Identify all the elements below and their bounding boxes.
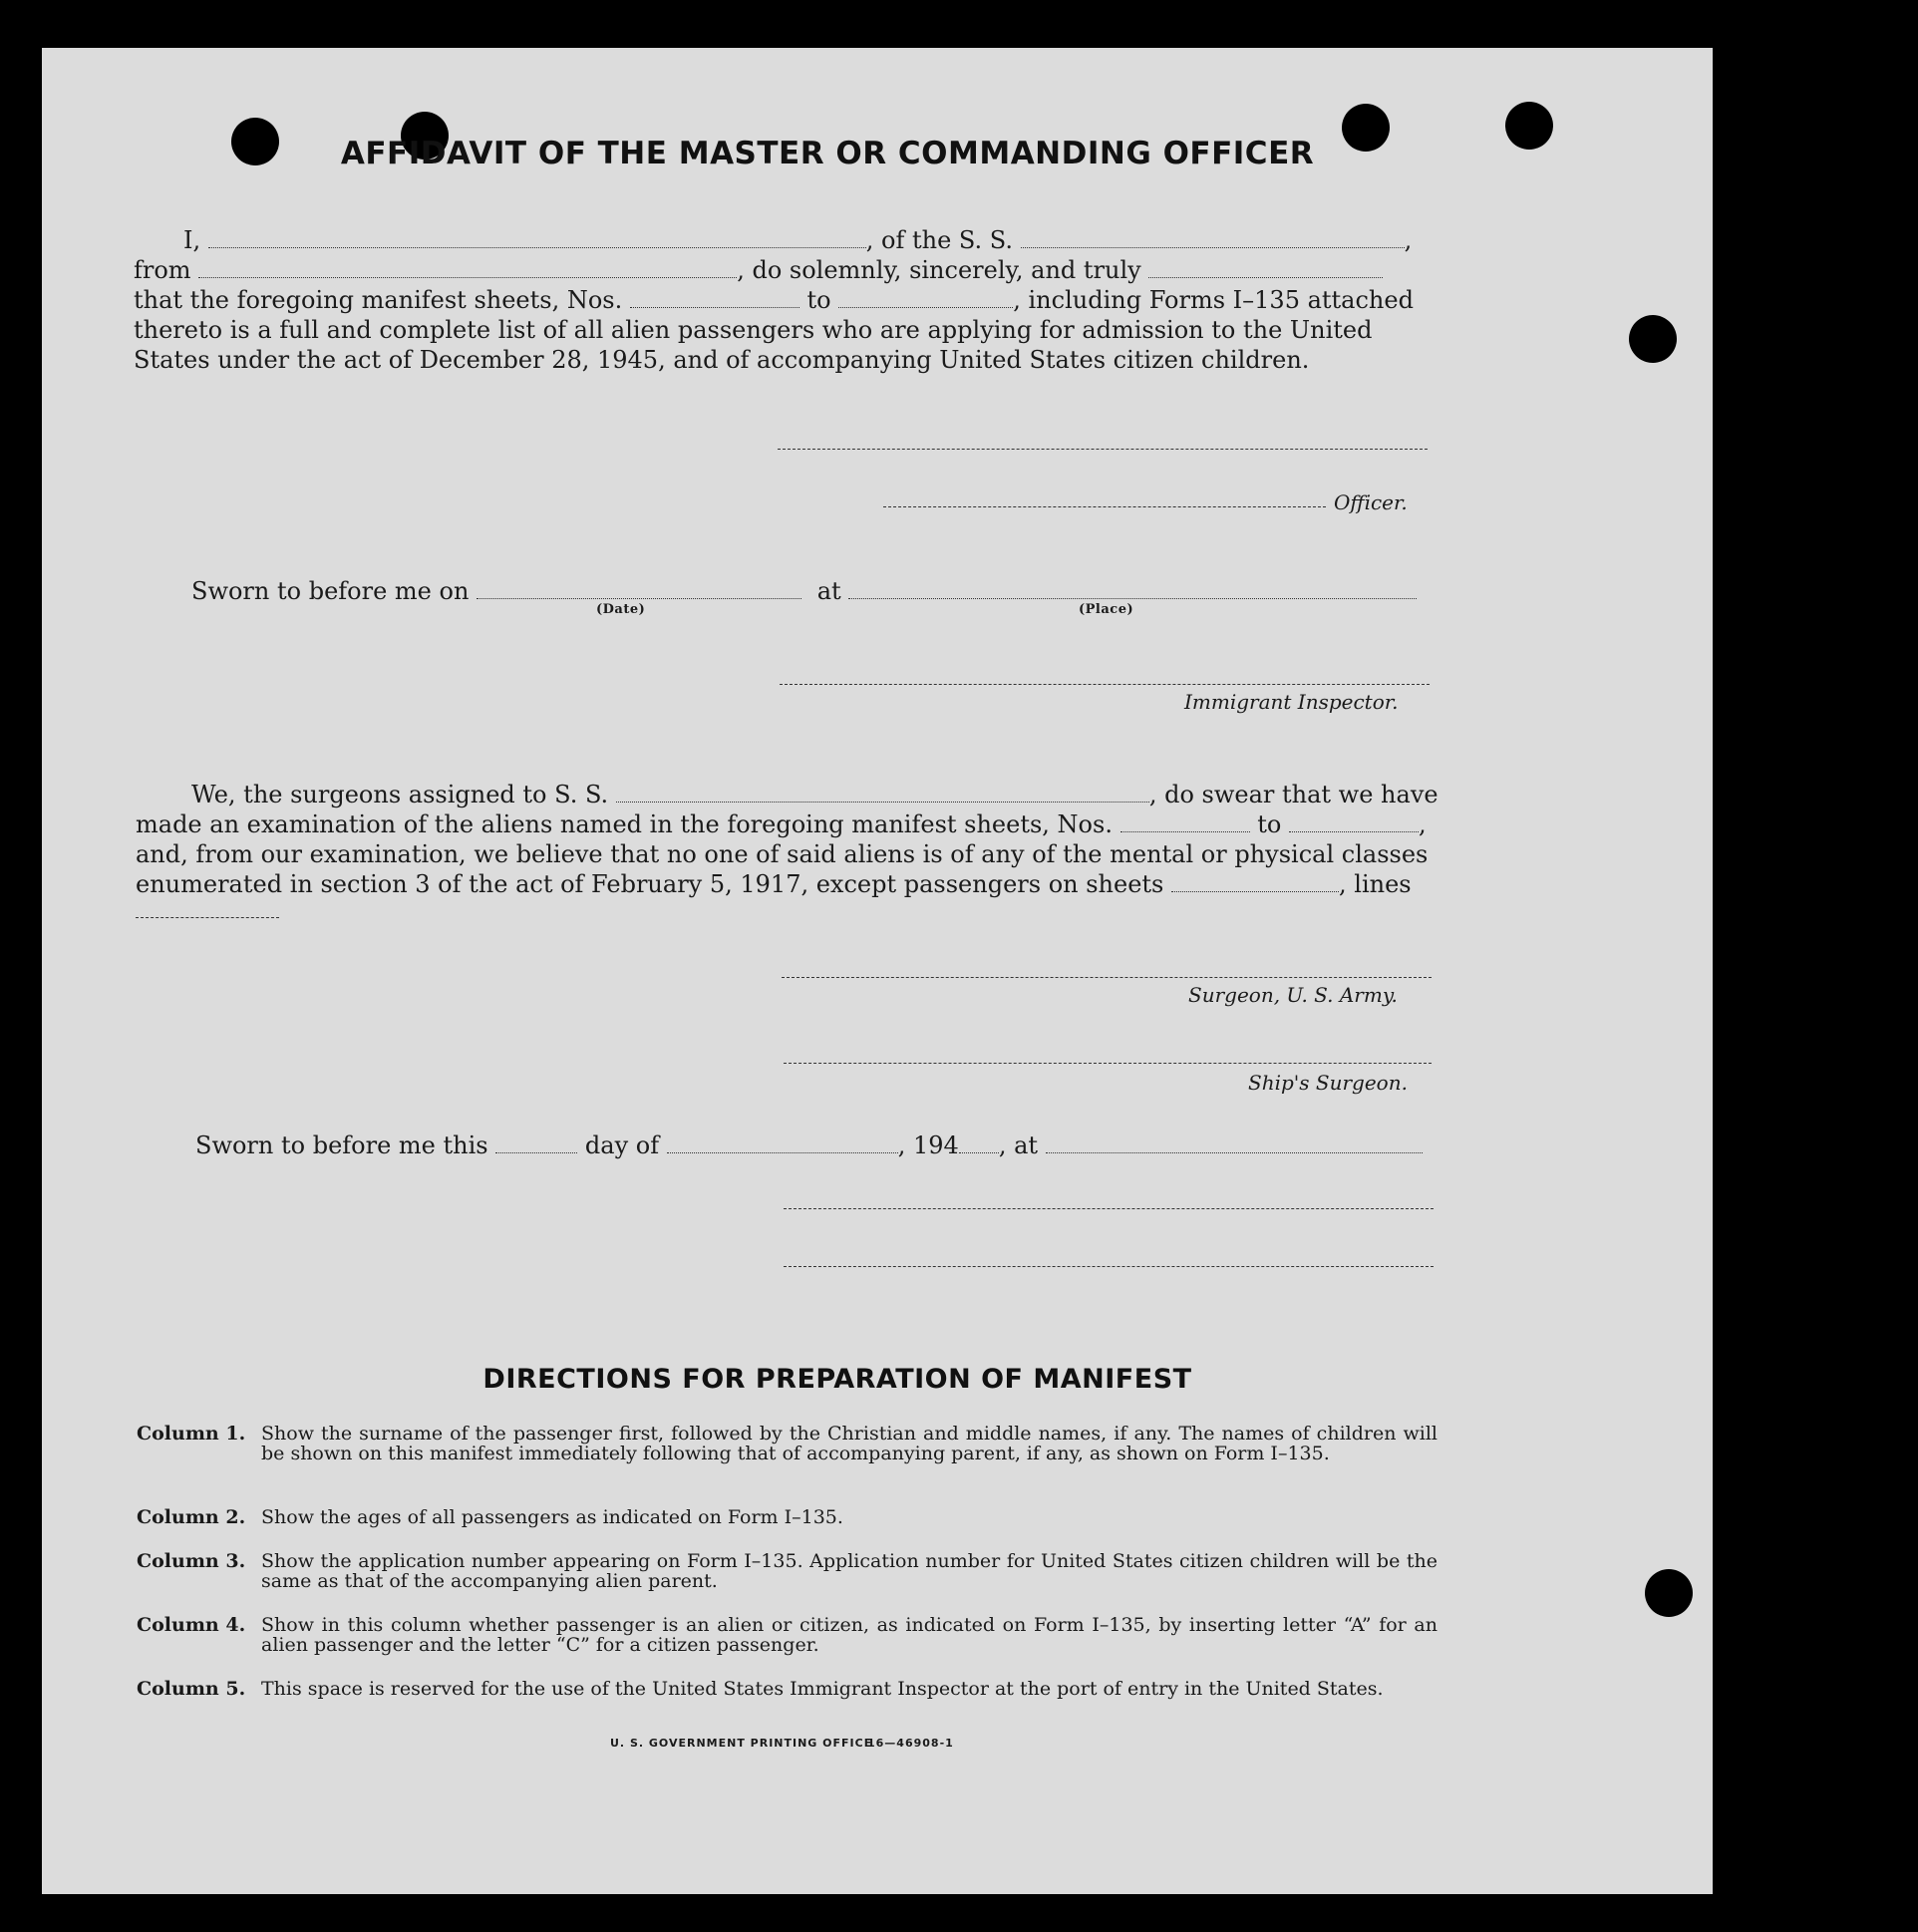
ship-surgeon-caption: Ship's Surgeon. — [1248, 1071, 1408, 1095]
punch-hole — [1645, 1569, 1693, 1617]
surgeons-text: , lines — [1339, 870, 1412, 898]
affidavit-text: , including Forms I–135 attached — [1013, 286, 1414, 314]
sworn-place-field-2[interactable] — [1046, 1134, 1423, 1153]
direction-text: Show the surname of the passenger first, followed by the Christian and middle names, if any. The names of children will be shown on this manifest immediately following that of accompanying parent, if any, as shown on Form I–135. — [261, 1423, 1438, 1464]
oath-field[interactable] — [1148, 259, 1383, 278]
sheet-to-field[interactable] — [838, 289, 1013, 308]
direction-row — [137, 1551, 1438, 1595]
direction-label: Column 5. — [137, 1678, 246, 1700]
except-sheets-field[interactable] — [1171, 873, 1339, 892]
affidavit-line-4: thereto is a full and complete list of all alien passengers who are applying for admission to the United — [134, 316, 1373, 344]
affidavit-line-3 — [134, 285, 1414, 315]
exam-sheet-to-field[interactable] — [1289, 813, 1419, 832]
army-surgeon-caption: Surgeon, U. S. Army. — [1188, 983, 1398, 1007]
direction-row — [137, 1615, 1438, 1659]
name-field[interactable] — [208, 229, 866, 248]
direction-row — [137, 1679, 1438, 1723]
surgeons-text: , — [1418, 810, 1427, 838]
affidavit-text: , — [1404, 226, 1413, 254]
sworn-line-2 — [195, 1130, 1423, 1160]
surgeons-text: , do swear that we have — [1148, 781, 1438, 808]
surgeons-line-4 — [136, 869, 1412, 899]
officer-signature-line[interactable] — [883, 506, 1326, 507]
direction-text: This space is reserved for the use of the United States Immigrant Inspector at the port of entry in the United States. — [261, 1678, 1384, 1700]
sworn-text: at — [816, 577, 841, 605]
sworn-place-field[interactable] — [848, 580, 1417, 599]
surgeons-text: enumerated in section 3 of the act of February 5, 1917, except passengers on sheets — [136, 870, 1164, 898]
signature-line[interactable] — [784, 1208, 1434, 1209]
surgeons-line-3: and, from our examination, we believe that no one of said aliens is of any of the mental or physical classes — [136, 840, 1429, 868]
affidavit-text: to — [806, 286, 831, 314]
sworn-line-1 — [191, 576, 1417, 606]
affidavit-text: , do solemnly, sincerely, and truly — [737, 256, 1141, 284]
exam-sheet-from-field[interactable] — [1120, 813, 1250, 832]
sworn-text: , 194 — [897, 1131, 959, 1159]
sworn-text: , at — [998, 1131, 1039, 1159]
affidavit-text: that the foregoing manifest sheets, Nos. — [134, 286, 623, 314]
surgeons-text: to — [1257, 810, 1282, 838]
direction-text: Show the application number appearing on Form I–135. Application number for United States citizen children will be the same as that of the accompanying alien parent. — [261, 1550, 1438, 1592]
surgeons-line-2 — [136, 809, 1427, 839]
affidavit-line-5: States under the act of December 28, 1945, and of accompanying United States citizen children. — [134, 346, 1310, 374]
direction-label: Column 2. — [137, 1506, 246, 1528]
form-code: 16—46908-1 — [867, 1737, 954, 1750]
direction-label: Column 1. — [137, 1423, 246, 1445]
affidavit-text: , of the S. S. — [865, 226, 1013, 254]
place-caption: (Place) — [1079, 602, 1134, 617]
direction-text: Show in this column whether passenger is an alien or citizen, as indicated on Form I–135, by inserting letter “A” for an alien passenger and the letter “C” for a citizen passenger. — [261, 1614, 1438, 1656]
printer-imprint: U. S. GOVERNMENT PRINTING OFFICE — [610, 1737, 873, 1750]
affidavit-line-2 — [134, 255, 1383, 285]
surgeons-text: made an examination of the aliens named in the foregoing manifest sheets, Nos. — [136, 810, 1113, 838]
surgeons-ship-field[interactable] — [616, 784, 1149, 803]
from-port-field[interactable] — [198, 259, 737, 278]
sworn-text: Sworn to before me on — [191, 577, 470, 605]
signature-line[interactable] — [778, 449, 1428, 450]
officer-caption: Officer. — [1334, 490, 1408, 514]
direction-text: Show the ages of all passengers as indicated on Form I–135. — [261, 1506, 843, 1528]
inspector-caption: Immigrant Inspector. — [1184, 690, 1399, 714]
direction-row — [137, 1507, 1438, 1531]
ship-name-field[interactable] — [1021, 229, 1405, 248]
ship-surgeon-signature-line[interactable] — [784, 1063, 1432, 1064]
sworn-month-field[interactable] — [667, 1134, 898, 1153]
army-surgeon-signature-line[interactable] — [782, 977, 1432, 978]
affidavit-title: AFFIDAVIT OF THE MASTER OR COMMANDING OFFICER — [340, 136, 1315, 171]
surgeons-line-1 — [191, 780, 1438, 809]
sworn-text: Sworn to before me this — [195, 1131, 488, 1159]
affidavit-text: I, — [183, 226, 201, 254]
lines-field[interactable] — [136, 917, 279, 918]
surgeons-text: We, the surgeons assigned to S. S. — [191, 781, 609, 808]
sworn-text: day of — [584, 1131, 660, 1159]
direction-label: Column 3. — [137, 1550, 246, 1572]
signature-line[interactable] — [784, 1266, 1434, 1267]
sworn-year-field[interactable] — [959, 1134, 999, 1153]
sheet-from-field[interactable] — [630, 289, 799, 308]
inspector-signature-line[interactable] — [780, 684, 1430, 685]
affidavit-line-1 — [183, 225, 1412, 255]
sworn-date-field[interactable] — [477, 580, 801, 599]
affidavit-text: from — [134, 256, 191, 284]
direction-row — [137, 1424, 1438, 1487]
directions-title: DIRECTIONS FOR PREPARATION OF MANIFEST — [482, 1364, 1192, 1395]
punch-hole — [1629, 315, 1677, 363]
sworn-day-field[interactable] — [495, 1134, 577, 1153]
date-caption: (Date) — [596, 602, 646, 617]
form-page — [42, 48, 1713, 1894]
direction-label: Column 4. — [137, 1614, 246, 1636]
